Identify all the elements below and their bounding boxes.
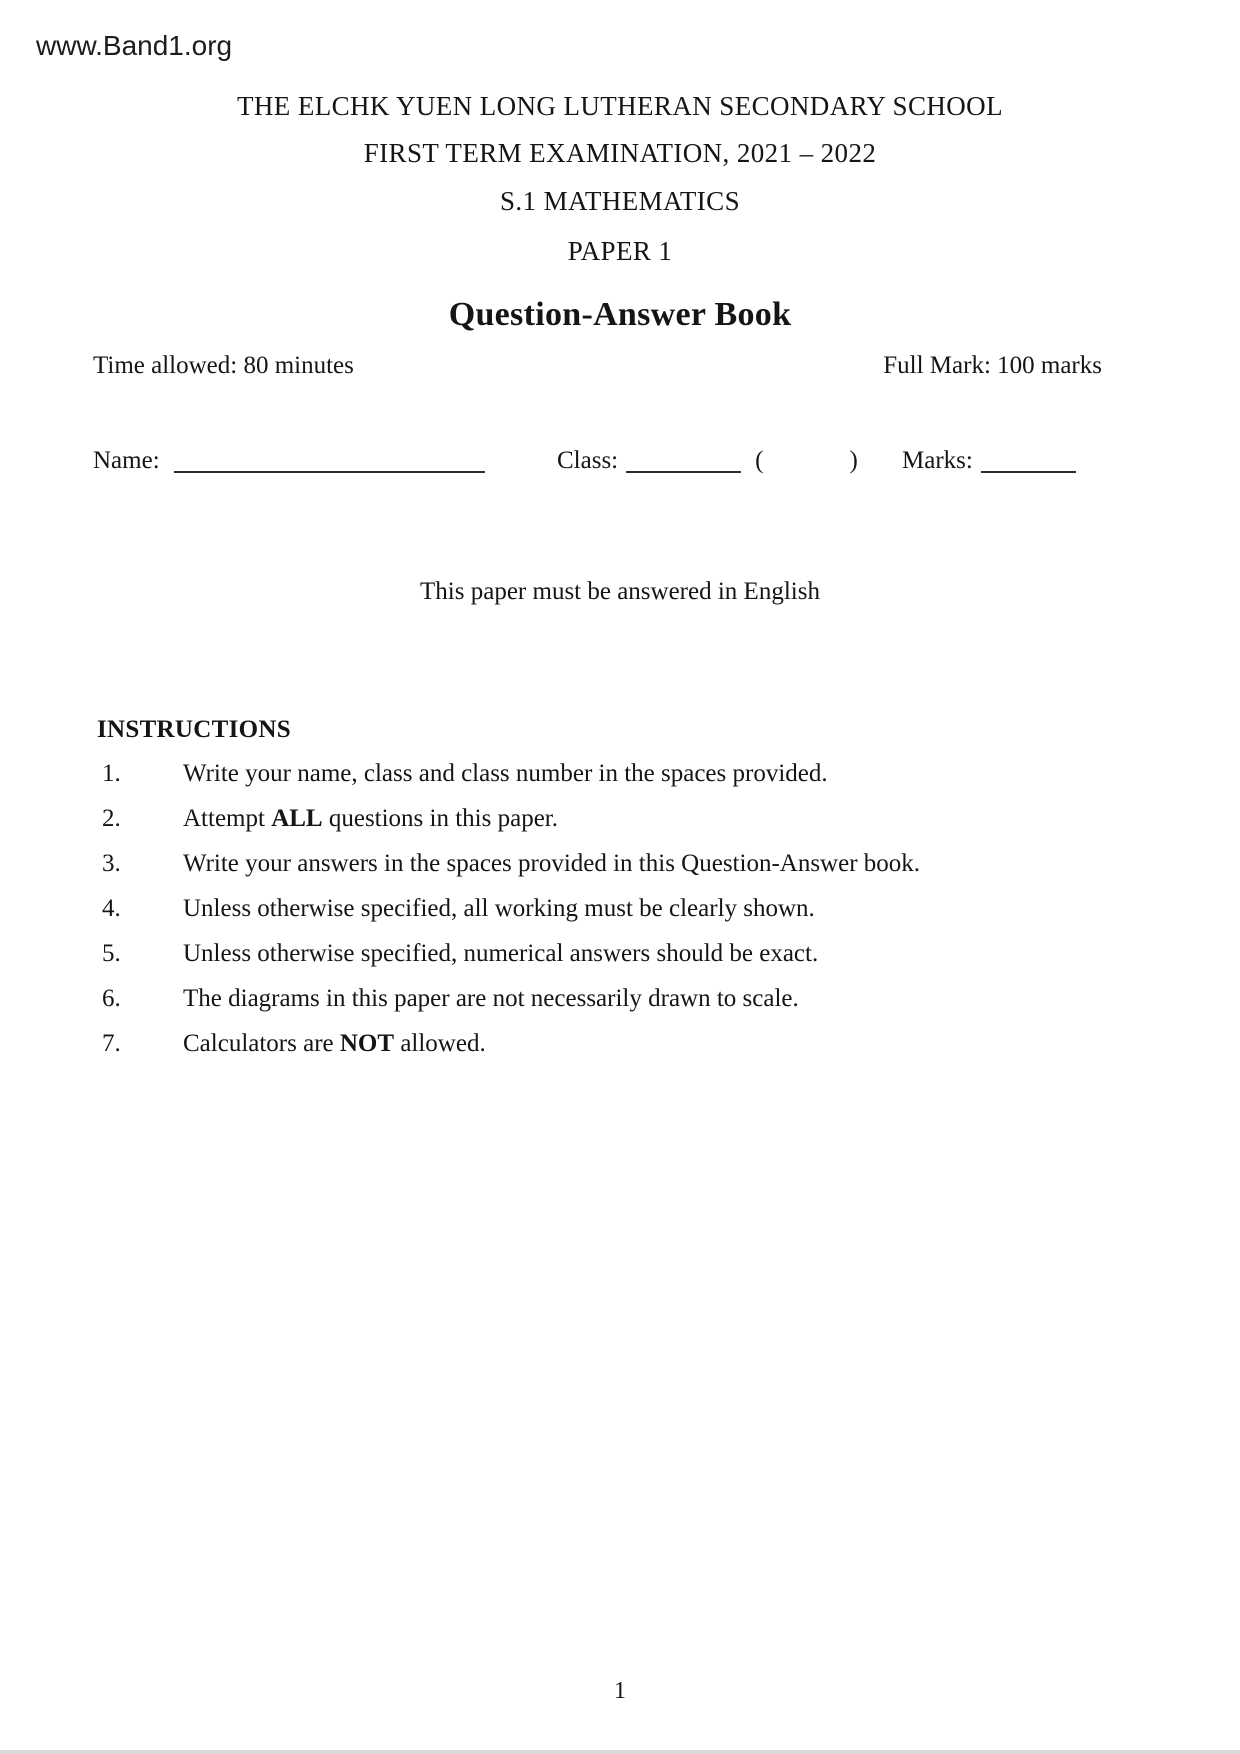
scan-edge-artifact — [0, 1750, 1240, 1754]
instructions-heading: INSTRUCTIONS — [97, 716, 291, 743]
instruction-text: Attempt — [183, 805, 272, 832]
instruction-number: 5. — [102, 940, 121, 967]
instruction-text: questions in this paper. — [322, 805, 558, 832]
instruction-item — [102, 1030, 486, 1058]
watermark-text: www.Band1.org — [36, 30, 233, 61]
instruction-text: Unless otherwise specified, numerical answers should be exact. — [183, 940, 819, 967]
instruction-text: Write your answers in the spaces provided in this Question-Answer book. — [183, 850, 921, 877]
subject-title: S.1 MATHEMATICS — [499, 186, 741, 216]
instruction-item — [102, 940, 818, 968]
instruction-number: 2. — [102, 805, 121, 832]
paper-number: PAPER 1 — [567, 236, 673, 266]
marks-blank-line — [981, 448, 1076, 473]
exam-title: FIRST TERM EXAMINATION, 2021 – 2022 — [363, 138, 877, 168]
name-label: Name: — [93, 447, 160, 474]
instruction-item — [102, 805, 558, 833]
instruction-number: 1. — [102, 760, 121, 787]
marks-field-group — [902, 443, 1076, 475]
name-field-group — [93, 443, 485, 475]
instruction-item — [102, 895, 815, 923]
page-number: 1 — [614, 1678, 626, 1704]
class-field-group — [557, 443, 858, 475]
instruction-text: Calculators are — [183, 1030, 340, 1057]
name-blank-line — [174, 448, 485, 473]
instruction-text: Unless otherwise specified, all working must be clearly shown. — [183, 895, 815, 922]
class-number-paren-close: ) — [849, 447, 858, 474]
instruction-item — [102, 985, 799, 1013]
full-mark-label: Full Mark: 100 marks — [883, 352, 1102, 379]
instruction-number: 4. — [102, 895, 121, 922]
instruction-bold-text: ALL — [271, 805, 323, 832]
instruction-number: 6. — [102, 985, 121, 1012]
school-name: THE ELCHK YUEN LONG LUTHERAN SECONDARY SCHOOL — [237, 91, 1003, 121]
candidate-info-row — [0, 443, 1240, 483]
time-allowed-label: Time allowed: 80 minutes — [93, 352, 354, 379]
book-title: Question-Answer Book — [448, 296, 792, 333]
marks-label: Marks: — [902, 447, 973, 474]
instruction-text: allowed. — [394, 1030, 486, 1057]
instruction-bold-text: NOT — [339, 1030, 395, 1057]
instruction-number: 7. — [102, 1030, 121, 1057]
instruction-text: Write your name, class and class number in the spaces provided. — [183, 760, 828, 787]
class-number-paren-open: ( — [755, 447, 764, 474]
instruction-item — [102, 760, 828, 788]
instruction-text: The diagrams in this paper are not necessarily drawn to scale. — [183, 985, 799, 1012]
instruction-item — [102, 850, 920, 878]
instruction-number: 3. — [102, 850, 121, 877]
class-label: Class: — [557, 447, 619, 474]
language-notice: This paper must be answered in English — [420, 578, 820, 605]
class-blank-line — [626, 448, 741, 473]
